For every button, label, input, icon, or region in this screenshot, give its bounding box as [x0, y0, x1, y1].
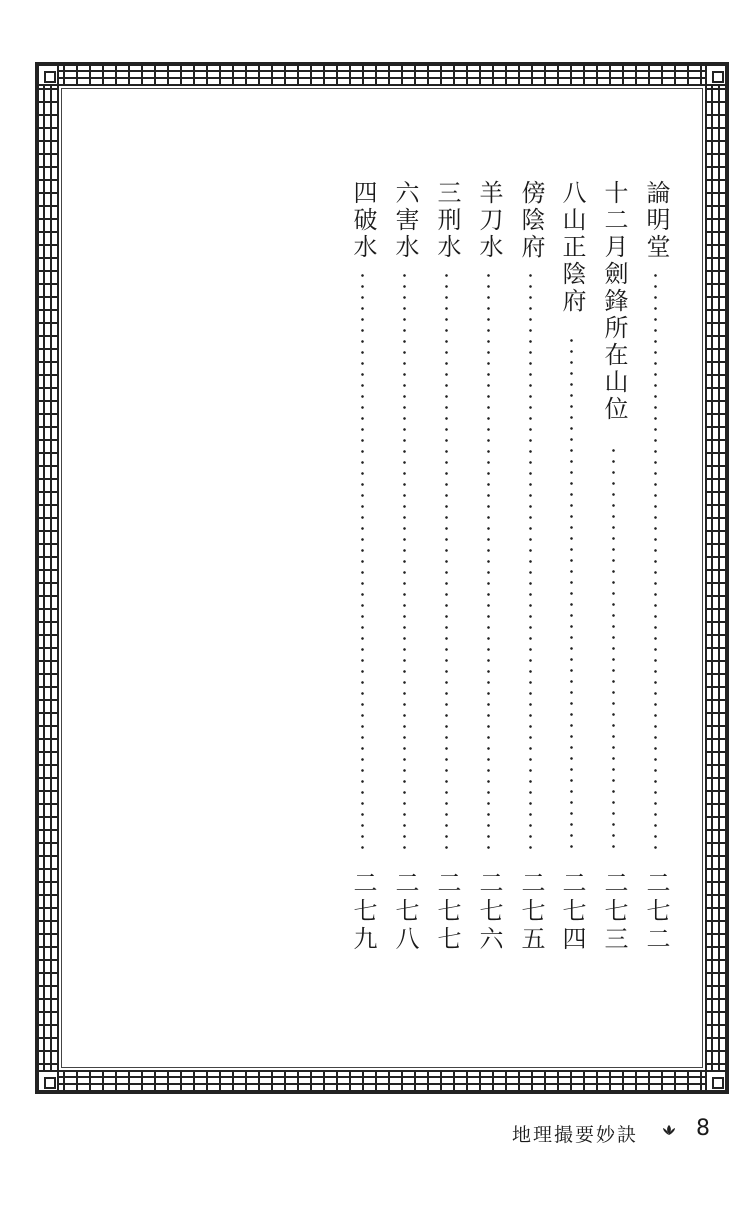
- toc-page: 二七五: [517, 870, 545, 954]
- toc-page: 二七九: [349, 870, 377, 954]
- dot-leader: [570, 335, 573, 855]
- toc-entry: [640, 180, 672, 960]
- dot-leader: [654, 270, 657, 855]
- toc-entry: [556, 180, 588, 960]
- toc-page: 二七八: [391, 870, 419, 954]
- toc-title: 傍陰府: [517, 180, 545, 261]
- corner-ornament: [37, 64, 59, 86]
- border-bottom: [37, 1070, 727, 1092]
- toc-page: 二七七: [433, 870, 461, 954]
- toc-entry: [515, 180, 547, 960]
- toc-page: 二七三: [600, 870, 628, 954]
- toc-page: 二七四: [558, 870, 586, 954]
- border-left: [37, 64, 59, 1092]
- toc-title: 八山正陰府: [558, 180, 586, 315]
- lotus-ornament-icon: [662, 1124, 676, 1136]
- toc-title: 六害水: [391, 180, 419, 261]
- toc-entry: [431, 180, 463, 960]
- toc-entry: [389, 180, 421, 960]
- toc-entry: [598, 180, 630, 960]
- dot-leader: [403, 270, 406, 855]
- toc-title: 羊刀水: [475, 180, 503, 261]
- toc-title: 三刑水: [433, 180, 461, 261]
- toc-title: 四破水: [349, 180, 377, 261]
- page-number: 8: [696, 1116, 710, 1141]
- dot-leader: [445, 270, 448, 855]
- toc-page: 二七二: [642, 870, 670, 954]
- dot-leader: [361, 270, 364, 855]
- dot-leader: [487, 270, 490, 855]
- dot-leader: [612, 445, 615, 855]
- toc-entry: [347, 180, 379, 960]
- toc-title: 十二月劍鋒所在山位: [600, 180, 628, 423]
- toc-title: 論明堂: [642, 180, 670, 261]
- border-top: [37, 64, 727, 86]
- toc-page: 二七六: [475, 870, 503, 954]
- border-right: [705, 64, 727, 1092]
- corner-ornament: [705, 1070, 727, 1092]
- toc-entry: [473, 180, 505, 960]
- corner-ornament: [705, 64, 727, 86]
- corner-ornament: [37, 1070, 59, 1092]
- dot-leader: [529, 270, 532, 855]
- book-title: 地理撮要妙訣: [512, 1124, 639, 1146]
